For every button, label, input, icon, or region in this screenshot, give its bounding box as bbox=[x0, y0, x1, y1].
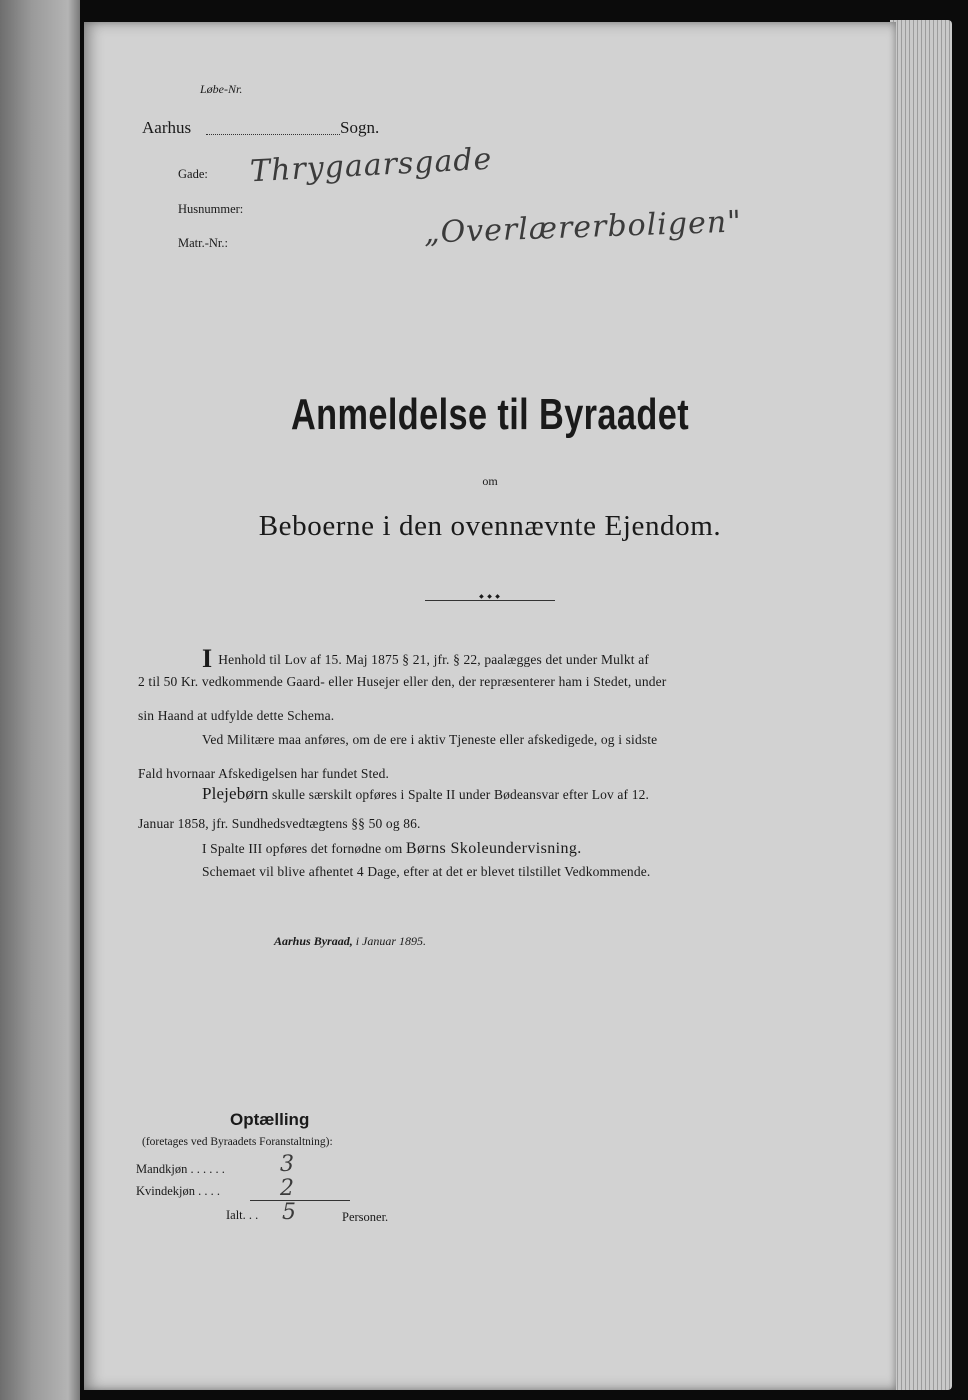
gade-handwritten-value: Thrygaarsgade bbox=[249, 141, 494, 190]
sogn-dotted-line bbox=[206, 134, 340, 135]
matr-nr-label: Matr.-Nr.: bbox=[178, 236, 228, 250]
paragraph-1-line-1: I Henhold til Lov af 15. Maj 1875 § 21, jfr. § 22, paalægges det under Mulkt af bbox=[202, 644, 650, 673]
paragraph-2-line-1: Ved Militære maa anføres, om de ere i aktiv Tjeneste eller afskedigede, og i sidste bbox=[202, 732, 658, 747]
female-count-value: 2 bbox=[280, 1176, 294, 1201]
total-count-value: 5 bbox=[282, 1200, 296, 1225]
personer-label: Personer. bbox=[342, 1210, 389, 1224]
paragraph-1-line-2: 2 til 50 Kr. vedkommende Gaard- eller Husejer eller den, der repræsenterer ham i Stedet, under bbox=[138, 674, 667, 689]
female-count-label: Kvindekjøn . . . . bbox=[136, 1184, 221, 1198]
gade-label: Gade: bbox=[178, 167, 208, 181]
male-count-value: 3 bbox=[280, 1152, 294, 1177]
paragraph-3-line-1: Plejebørn skulle særskilt opføres i Spalte II under Bødeansvar efter Lov af 12. bbox=[202, 784, 650, 803]
facing-page-edge bbox=[0, 0, 80, 1400]
paragraph-1-line-3: sin Haand at udfylde dette Schema. bbox=[138, 708, 335, 723]
building-handwritten-value: „Overlærerboligen" bbox=[423, 204, 743, 251]
title-connector: om bbox=[482, 474, 498, 488]
sogn-label: Sogn. bbox=[340, 118, 380, 137]
city-label: Aarhus bbox=[142, 118, 192, 137]
paragraph-2-line-2: Fald hvornaar Afskedigelsen har fundet Sted. bbox=[138, 766, 390, 781]
page-stack-edges bbox=[890, 20, 952, 1390]
count-title: Optælling bbox=[230, 1110, 310, 1129]
ornament-divider bbox=[84, 590, 896, 605]
husnummer-label: Husnummer: bbox=[178, 202, 244, 216]
signature-line: Aarhus Byraad, i Januar 1895. bbox=[274, 934, 427, 948]
document-subtitle: Beboerne i den ovennævnte Ejendom. bbox=[258, 510, 722, 542]
drop-cap: I bbox=[202, 644, 213, 673]
total-count-label: Ialt. . . bbox=[226, 1208, 259, 1222]
sum-rule bbox=[250, 1200, 350, 1201]
count-subtitle: (foretages ved Byraadets Foranstaltning): bbox=[142, 1136, 333, 1148]
male-count-label: Mandkjøn . . . . . . bbox=[136, 1162, 225, 1176]
document-title: Anmeldelse til Byraadet bbox=[290, 390, 690, 439]
document-page bbox=[84, 22, 896, 1390]
lobe-nr-label: Løbe-Nr. bbox=[200, 82, 243, 96]
paragraph-4: I Spalte III opføres det fornødne om Børns Skoleundervisning. bbox=[202, 840, 582, 857]
paragraph-5: Schemaet vil blive afhentet 4 Dage, efter at det er blevet tilstillet Vedkommende. bbox=[202, 864, 651, 879]
paragraph-3-line-2: Januar 1858, jfr. Sundhedsvedtægtens §§ 50 og 86. bbox=[138, 816, 421, 831]
